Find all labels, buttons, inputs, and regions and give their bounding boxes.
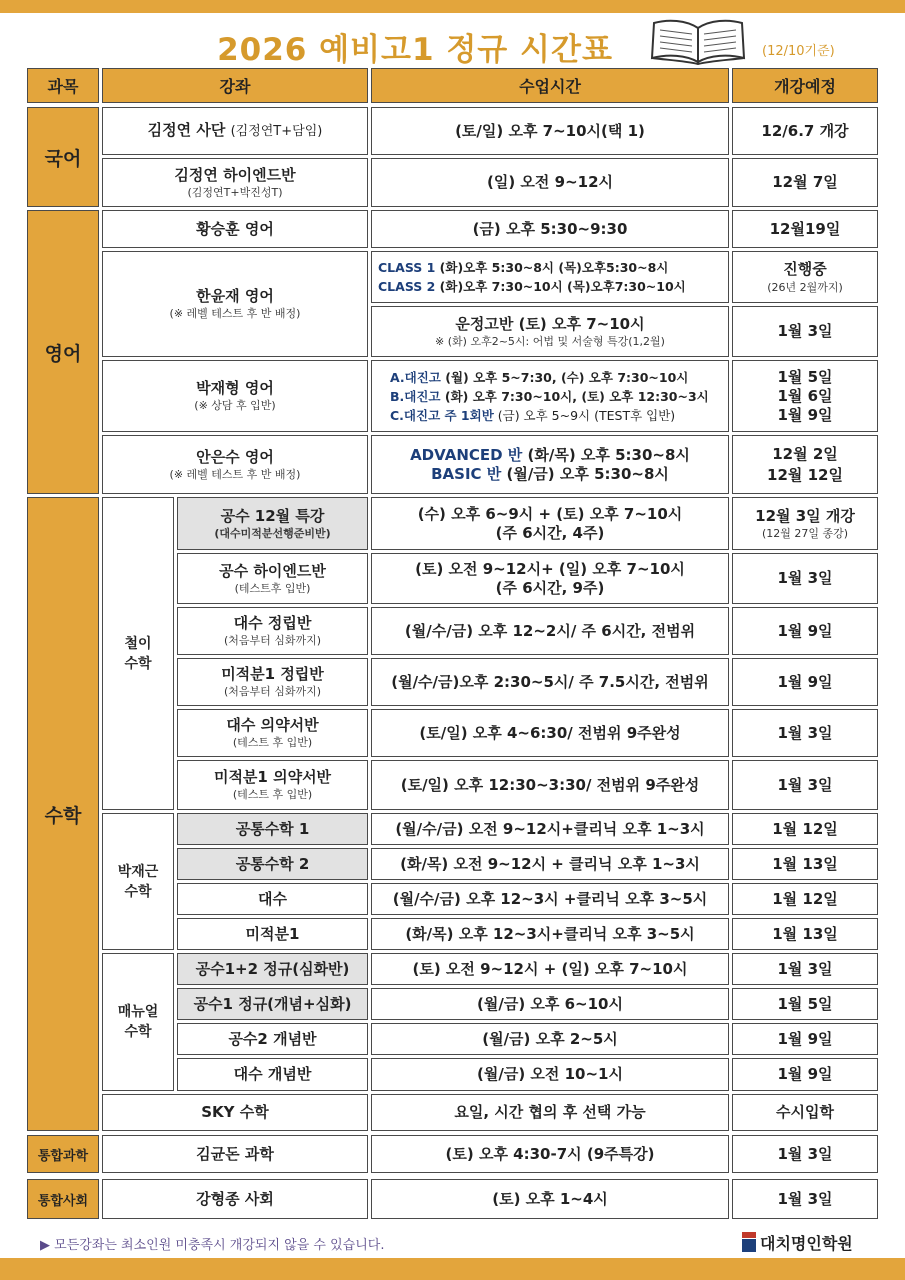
open-cell: 1월 12일 — [732, 813, 878, 845]
time-cell: (화/목) 오전 9~12시 + 클리닉 오후 1~3시 — [371, 848, 729, 880]
course-cell — [102, 1135, 368, 1173]
time-cell: A.대진고 (월) 오후 5~7:30, (수) 오후 7:30~10시 B.대진고 (화) 오후 7:30~10시, (토) 오후 12:30~3시 C.대진고 주 1회반 (금) 오후 5~9시 (TEST후 입반) — [371, 360, 729, 432]
header-time: 수업시간 — [371, 68, 729, 103]
time-cell: (수) 오후 6~9시 + (토) 오후 7~10시 (주 6시간, 4주) — [371, 497, 729, 550]
time-cell: CLASS 1 (화)오후 5:30~8시 (목)오후5:30~8시 CLASS 2 (화)오후 7:30~10시 (목)오후7:30~10시 — [371, 251, 729, 303]
time-cell: (토) 오후 1~4시 — [371, 1179, 729, 1219]
course-name: 미적분1 정립반 — [221, 665, 324, 683]
top-accent-bar — [0, 0, 905, 13]
open-cell: 12월 2일 12월 12일 — [732, 435, 878, 494]
course-name: 김정연 하이엔드반 — [174, 165, 296, 184]
time-cell: 요일, 시간 협의 후 선택 가능 — [371, 1094, 729, 1131]
open-cell: 1월 5일 1월 6일 1월 9일 — [732, 360, 878, 432]
course-name: 대수 정립반 — [233, 614, 312, 632]
class-label: CLASS 2 — [378, 279, 436, 294]
time-cell: (토) 오후 4:30-7시 (9주특강) — [371, 1135, 729, 1173]
subject-english: 영어 — [27, 210, 99, 494]
course-cell — [177, 1023, 368, 1055]
course-cell — [102, 158, 368, 207]
time-cell: (토/일) 오후 7~10시(택 1) — [371, 107, 729, 155]
time-cell: (월/수/금) 오후 12~2시/ 주 6시간, 전범위 — [371, 607, 729, 655]
open-cell: 1월 9일 — [732, 607, 878, 655]
time-cell: (토/일) 오후 4~6:30/ 전범위 9주완성 — [371, 709, 729, 757]
course-cell — [102, 360, 368, 432]
open-cell: 1월 9일 — [732, 658, 878, 706]
open-cell: 1월 3일 — [732, 1135, 878, 1173]
course-note: (김정연T+박진성T) — [187, 185, 283, 199]
open-cell: 1월 3일 — [732, 953, 878, 985]
open-cell: 1월 3일 — [732, 760, 878, 810]
open-cell: 12월19일 — [732, 210, 878, 248]
time-cell: (월/금) 오전 10~1시 — [371, 1058, 729, 1091]
course-cell — [177, 988, 368, 1020]
header-open: 개강예정 — [732, 68, 878, 103]
open-cell: 진행중 (26년 2월까지) — [732, 251, 878, 303]
subject-science: 통합과학 — [27, 1135, 99, 1173]
open-cell: 1월 9일 — [732, 1023, 878, 1055]
course-name: 공수1+2 정규(심화반) — [195, 959, 350, 978]
course-cell — [177, 553, 368, 604]
open-cell: 1월 13일 — [732, 918, 878, 950]
time-cell: (토) 오전 9~12시 + (일) 오후 7~10시 — [371, 953, 729, 985]
open-cell: 12/6.7 개강 — [732, 107, 878, 155]
open-cell: 12월 7일 — [732, 158, 878, 207]
time-cell: (월/수/금) 오후 12~3시 +클리닉 오후 3~5시 — [371, 883, 729, 915]
course-cell — [177, 918, 368, 950]
course-name: 미적분1 — [245, 924, 300, 943]
time-cell: (월/금) 오후 6~10시 — [371, 988, 729, 1020]
course-cell — [102, 1094, 368, 1131]
course-name: 박재형 영어 — [196, 379, 274, 397]
course-cell — [177, 1058, 368, 1091]
subject-korean: 국어 — [27, 107, 99, 207]
time-cell: (금) 오후 5:30~9:30 — [371, 210, 729, 248]
course-cell — [102, 435, 368, 494]
open-book-icon — [648, 14, 748, 66]
course-name: 대수 개념반 — [233, 1065, 312, 1083]
course-name: 공통수학 2 — [235, 854, 310, 873]
logo-mark-icon — [742, 1232, 756, 1252]
time-cell: (월/금) 오후 2~5시 — [371, 1023, 729, 1055]
logo-text: 대치명인학원 — [760, 1233, 853, 1253]
academy-logo — [742, 1230, 882, 1254]
course-note: (※ 레벨 테스트 후 반 배정) — [169, 307, 301, 320]
open-cell: 1월 3일 — [732, 1179, 878, 1219]
time-cell: (화/목) 오후 12~3시+클리닉 오후 3~5시 — [371, 918, 729, 950]
header-course: 강좌 — [102, 68, 368, 103]
teacher-cell: 매뉴얼 수학 — [102, 953, 174, 1091]
time-cell: (일) 오전 9~12시 — [371, 158, 729, 207]
course-name: 한윤재 영어 — [196, 287, 274, 305]
course-cell — [102, 210, 368, 248]
course-note: (테스트 후 입반) — [232, 736, 313, 749]
course-name: 미적분1 의약서반 — [213, 768, 332, 786]
course-cell — [177, 883, 368, 915]
open-cell: 1월 5일 — [732, 988, 878, 1020]
course-cell — [102, 1179, 368, 1219]
course-cell — [102, 251, 368, 357]
course-name: 공통수학 1 — [235, 819, 310, 838]
course-name: 공수 하이엔드반 — [219, 561, 326, 580]
open-cell: 1월 3일 — [732, 709, 878, 757]
open-cell: 1월 13일 — [732, 848, 878, 880]
course-cell — [177, 813, 368, 845]
course-note: (※ 상담 후 입반) — [194, 399, 276, 412]
course-note: (처음부터 심화까지) — [223, 634, 322, 647]
course-name: 김정연 사단 — [147, 121, 226, 139]
course-name: 김균돈 과학 — [196, 1144, 274, 1163]
time-cell: 운정고반 (토) 오후 7~10시 ※ (화) 오후2~5시: 어법 및 서술형 특강(1,2월) — [371, 306, 729, 357]
open-cell: 1월 3일 — [732, 553, 878, 604]
course-note: (처음부터 심화까지) — [223, 685, 322, 698]
time-cell: ADVANCED 반 (화/목) 오후 5:30~8시 BASIC 반 (월/금) 오후 5:30~8시 — [371, 435, 729, 494]
course-note: (테스트후 입반) — [234, 581, 311, 595]
page-title: 2026 예비고1 정규 시간표 — [217, 32, 613, 68]
open-cell: 수시입학 — [732, 1094, 878, 1131]
course-note: (김정연T+담임) — [230, 124, 323, 139]
open-cell: 1월 3일 — [732, 306, 878, 357]
course-name: 공수 12월 특강 — [220, 506, 325, 525]
course-cell — [177, 848, 368, 880]
course-cell — [177, 497, 368, 550]
course-name: 공수2 개념반 — [228, 1029, 317, 1048]
course-cell — [177, 760, 368, 810]
course-note: (대수미적분선행준비반) — [214, 526, 331, 540]
course-name: 안은수 영어 — [196, 447, 274, 466]
time-cell: (토) 오전 9~12시+ (일) 오후 7~10시 (주 6시간, 9주) — [371, 553, 729, 604]
subject-math: 수학 — [27, 497, 99, 1131]
course-name: 공수1 정규(개념+심화) — [193, 994, 352, 1013]
course-name: SKY 수학 — [201, 1103, 269, 1121]
course-name: 대수 의약서반 — [226, 716, 319, 734]
course-note: (※ 레벨 테스트 후 반 배정) — [169, 467, 301, 481]
header-subject: 과목 — [27, 68, 99, 103]
course-cell — [177, 709, 368, 757]
class-label: CLASS 1 — [378, 260, 436, 275]
open-cell: 12월 3일 개강 (12월 27일 종강) — [732, 497, 878, 550]
course-note: (테스트 후 입반) — [232, 788, 313, 801]
subject-social: 통합사회 — [27, 1179, 99, 1219]
teacher-cell: 철이 수학 — [102, 497, 174, 810]
course-cell — [177, 607, 368, 655]
time-cell: (토/일) 오후 12:30~3:30/ 전범위 9주완성 — [371, 760, 729, 810]
open-cell: 1월 9일 — [732, 1058, 878, 1091]
time-cell: (월/수/금) 오전 9~12시+클리닉 오후 1~3시 — [371, 813, 729, 845]
date-label: (12/10기준) — [762, 44, 835, 59]
course-cell — [102, 107, 368, 155]
course-cell — [177, 658, 368, 706]
teacher-cell: 박재근 수학 — [102, 813, 174, 950]
course-name: 황승훈 영어 — [196, 219, 274, 238]
time-cell: (월/수/금)오후 2:30~5시/ 주 7.5시간, 전범위 — [371, 658, 729, 706]
footnote: ▶ 모든강좌는 최소인원 미충족시 개강되지 않을 수 있습니다. — [40, 1238, 385, 1253]
course-name: 강형종 사회 — [196, 1189, 274, 1208]
course-name: 대수 — [258, 889, 287, 908]
course-cell — [177, 953, 368, 985]
bottom-accent-bar — [0, 1258, 905, 1280]
open-cell: 1월 12일 — [732, 883, 878, 915]
